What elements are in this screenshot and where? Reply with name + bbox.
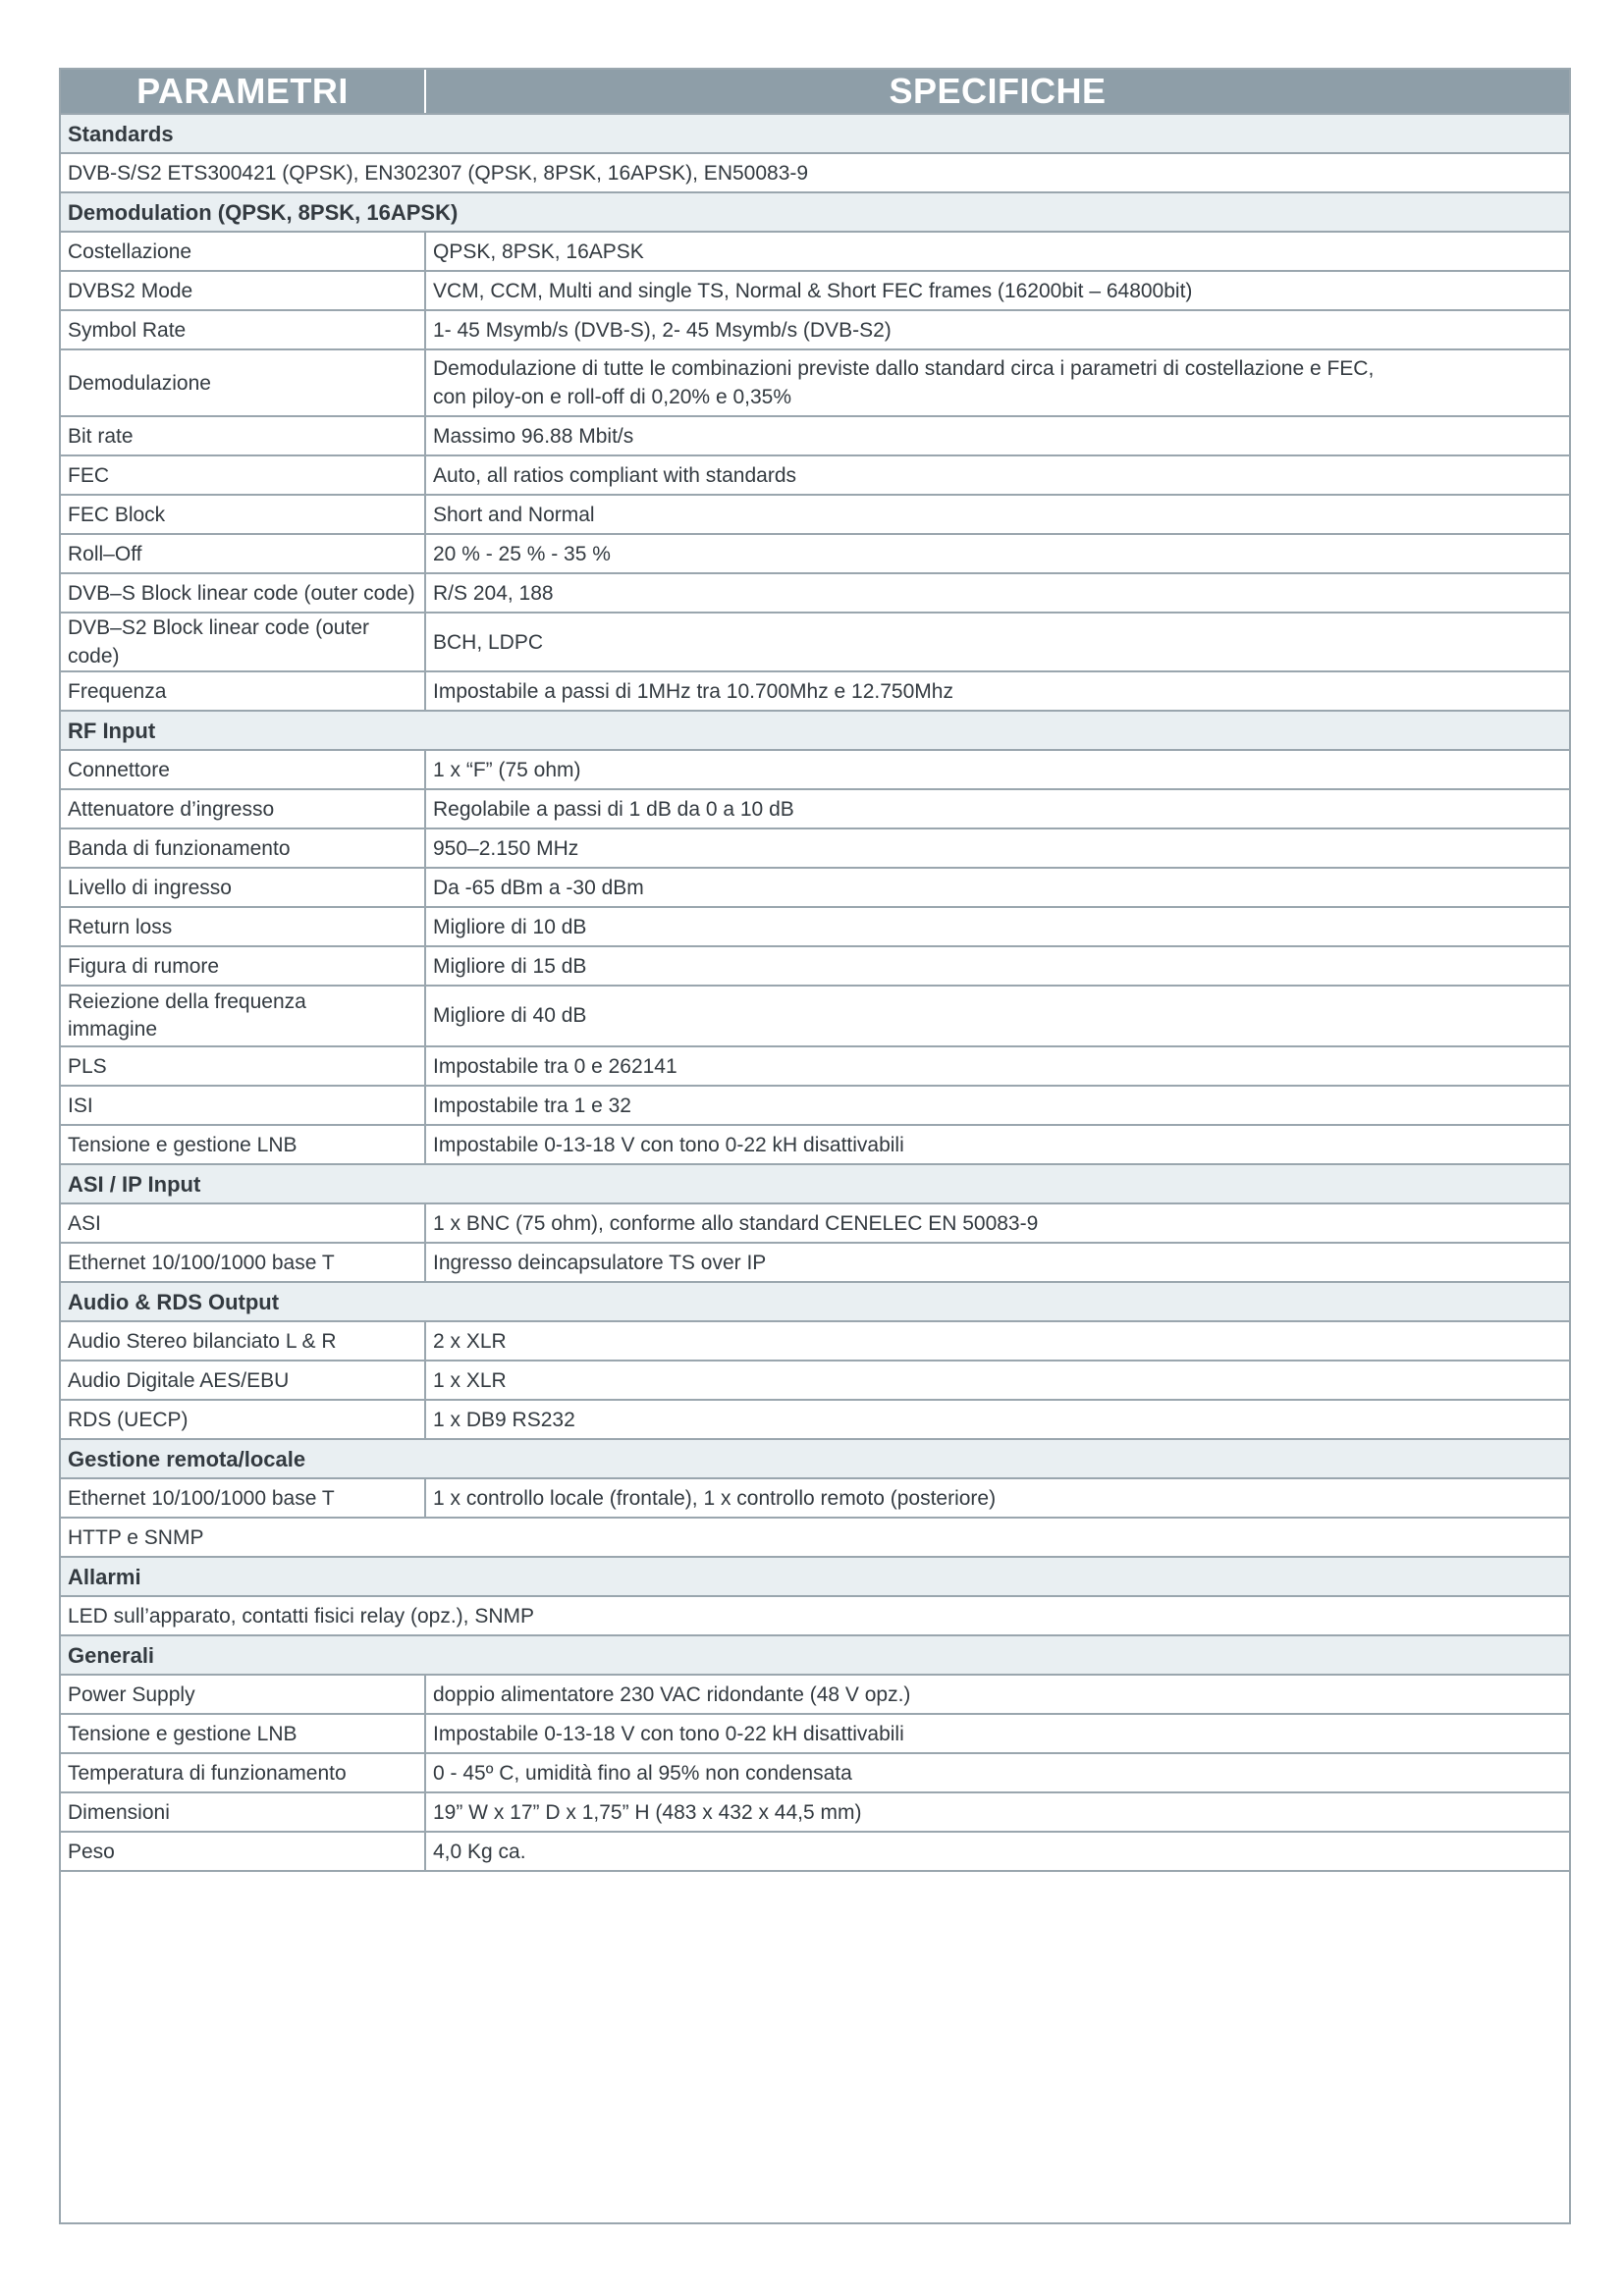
specification-cell: 1 x BNC (75 ohm), conforme allo standard CENELEC EN 50083-9 (425, 1203, 1569, 1243)
spec-row (61, 1243, 1569, 1282)
parameter-cell: RDS (UECP) (61, 1400, 425, 1439)
specification-cell: Massimo 96.88 Mbit/s (425, 416, 1569, 455)
specification-cell: 19” W x 17” D x 1,75” H (483 x 432 x 44,5 mm) (425, 1792, 1569, 1832)
header-specifiche: SPECIFICHE (425, 70, 1569, 114)
parameter-cell: PLS (61, 1046, 425, 1086)
specification-line: con piloy-on e roll-off di 0,20% e 0,35% (433, 386, 791, 408)
parameter-cell: Demodulazione (61, 349, 425, 416)
specification-cell: Impostabile 0-13-18 V con tono 0-22 kH disattivabili (425, 1714, 1569, 1753)
specification-cell: BCH, LDPC (425, 613, 1569, 671)
specification-cell: Short and Normal (425, 495, 1569, 534)
full-width-value: HTTP e SNMP (61, 1518, 1569, 1557)
specification-cell: 0 - 45º C, umidità fino al 95% non condensata (425, 1753, 1569, 1792)
parameter-cell: Attenuatore d’ingresso (61, 789, 425, 828)
parameter-cell: ASI (61, 1203, 425, 1243)
specification-cell: Migliore di 40 dB (425, 986, 1569, 1046)
spec-row (61, 1753, 1569, 1792)
section-row (61, 1282, 1569, 1321)
spec-row (61, 1714, 1569, 1753)
specification-cell: Impostabile tra 1 e 32 (425, 1086, 1569, 1125)
full-width-value: LED sull’apparato, contatti fisici relay (opz.), SNMP (61, 1596, 1569, 1635)
parameter-cell: Bit rate (61, 416, 425, 455)
spec-table-body (61, 70, 1569, 1871)
specification-line: Demodulazione di tutte le combinazioni previste dallo standard circa i parametri di costellazione e FEC, (433, 357, 1375, 380)
parameter-cell: Return loss (61, 907, 425, 946)
section-title: Allarmi (61, 1557, 1569, 1596)
section-row (61, 1439, 1569, 1478)
specification-cell: Da -65 dBm a -30 dBm (425, 868, 1569, 907)
header-parametri: PARAMETRI (61, 70, 425, 114)
parameter-cell: Frequenza (61, 671, 425, 711)
section-title: ASI / IP Input (61, 1164, 1569, 1203)
parameter-cell (61, 986, 425, 1046)
spec-row (61, 986, 1569, 1046)
specification-cell: 1 x DB9 RS232 (425, 1400, 1569, 1439)
spec-table (61, 70, 1569, 1872)
spec-row (61, 310, 1569, 349)
spec-row (61, 271, 1569, 310)
spec-row (61, 1361, 1569, 1400)
spec-row (61, 750, 1569, 789)
full-width-row (61, 153, 1569, 192)
section-title: RF Input (61, 711, 1569, 750)
specification-cell: 950–2.150 MHz (425, 828, 1569, 868)
full-width-value: DVB-S/S2 ETS300421 (QPSK), EN302307 (QPSK, 8PSK, 16APSK), EN50083-9 (61, 153, 1569, 192)
specification-cell: 20 % - 25 % - 35 % (425, 534, 1569, 573)
specification-cell: Migliore di 15 dB (425, 946, 1569, 986)
spec-row (61, 534, 1569, 573)
parameter-cell: Banda di funzionamento (61, 828, 425, 868)
spec-row (61, 1832, 1569, 1871)
spec-row (61, 1086, 1569, 1125)
section-row (61, 1164, 1569, 1203)
parameter-cell: Tensione e gestione LNB (61, 1714, 425, 1753)
spec-row (61, 868, 1569, 907)
spec-row (61, 946, 1569, 986)
section-title: Demodulation (QPSK, 8PSK, 16APSK) (61, 192, 1569, 232)
specification-cell: Ingresso deincapsulatore TS over IP (425, 1243, 1569, 1282)
parameter-cell: ISI (61, 1086, 425, 1125)
spec-row (61, 232, 1569, 271)
parameter-cell: DVBS2 Mode (61, 271, 425, 310)
parameter-cell: Dimensioni (61, 1792, 425, 1832)
spec-row (61, 349, 1569, 416)
spec-row (61, 907, 1569, 946)
parameter-cell: Connettore (61, 750, 425, 789)
parameter-cell: Roll–Off (61, 534, 425, 573)
spec-row (61, 789, 1569, 828)
specification-cell: 1 x XLR (425, 1361, 1569, 1400)
parameter-label-line: immagine (68, 1018, 158, 1041)
section-row (61, 1635, 1569, 1675)
specification-cell: QPSK, 8PSK, 16APSK (425, 232, 1569, 271)
spec-row (61, 1046, 1569, 1086)
parameter-cell: DVB–S2 Block linear code (outer code) (61, 613, 425, 671)
specification-cell: Impostabile a passi di 1MHz tra 10.700Mhz e 12.750Mhz (425, 671, 1569, 711)
specification-cell: Migliore di 10 dB (425, 907, 1569, 946)
parameter-cell: Ethernet 10/100/1000 base T (61, 1243, 425, 1282)
section-row (61, 192, 1569, 232)
spec-row (61, 671, 1569, 711)
specification-cell: 1 x controllo locale (frontale), 1 x controllo remoto (posteriore) (425, 1478, 1569, 1518)
spec-row (61, 1125, 1569, 1164)
parameter-label-line: Reiezione della frequenza (68, 990, 306, 1013)
parameter-cell: Ethernet 10/100/1000 base T (61, 1478, 425, 1518)
parameter-cell: Peso (61, 1832, 425, 1871)
parameter-cell: Audio Digitale AES/EBU (61, 1361, 425, 1400)
specification-cell: Regolabile a passi di 1 dB da 0 a 10 dB (425, 789, 1569, 828)
spec-row (61, 455, 1569, 495)
specification-cell: 2 x XLR (425, 1321, 1569, 1361)
parameter-cell: Costellazione (61, 232, 425, 271)
parameter-cell: Temperatura di funzionamento (61, 1753, 425, 1792)
full-width-row (61, 1518, 1569, 1557)
section-title: Audio & RDS Output (61, 1282, 1569, 1321)
section-title: Gestione remota/locale (61, 1439, 1569, 1478)
spec-row (61, 1792, 1569, 1832)
specification-cell (425, 349, 1569, 416)
spec-row (61, 1321, 1569, 1361)
spec-row (61, 1400, 1569, 1439)
spec-row (61, 828, 1569, 868)
specification-cell: Auto, all ratios compliant with standards (425, 455, 1569, 495)
specification-cell: 4,0 Kg ca. (425, 1832, 1569, 1871)
specification-cell: R/S 204, 188 (425, 573, 1569, 613)
parameter-cell: Livello di ingresso (61, 868, 425, 907)
spec-row (61, 1203, 1569, 1243)
parameter-cell: Tensione e gestione LNB (61, 1125, 425, 1164)
section-row (61, 1557, 1569, 1596)
spec-row (61, 1675, 1569, 1714)
section-row (61, 711, 1569, 750)
parameter-cell: Power Supply (61, 1675, 425, 1714)
parameter-cell: FEC Block (61, 495, 425, 534)
table-header-row (61, 70, 1569, 114)
parameter-cell: Figura di rumore (61, 946, 425, 986)
spec-row (61, 613, 1569, 671)
parameter-cell: FEC (61, 455, 425, 495)
specification-cell: Impostabile tra 0 e 262141 (425, 1046, 1569, 1086)
specification-cell: doppio alimentatore 230 VAC ridondante (48 V opz.) (425, 1675, 1569, 1714)
specification-cell: VCM, CCM, Multi and single TS, Normal & Short FEC frames (16200bit – 64800bit) (425, 271, 1569, 310)
section-title: Standards (61, 114, 1569, 153)
parameter-cell: Symbol Rate (61, 310, 425, 349)
specification-cell: 1- 45 Msymb/s (DVB-S), 2- 45 Msymb/s (DVB-S2) (425, 310, 1569, 349)
full-width-row (61, 1596, 1569, 1635)
spec-row (61, 1478, 1569, 1518)
spec-row (61, 573, 1569, 613)
section-title: Generali (61, 1635, 1569, 1675)
section-row (61, 114, 1569, 153)
specification-cell: Impostabile 0-13-18 V con tono 0-22 kH disattivabili (425, 1125, 1569, 1164)
parameter-cell: Audio Stereo bilanciato L & R (61, 1321, 425, 1361)
spec-row (61, 416, 1569, 455)
spec-sheet-frame (59, 68, 1571, 2224)
spec-row (61, 495, 1569, 534)
parameter-cell: DVB–S Block linear code (outer code) (61, 573, 425, 613)
specification-cell: 1 x “F” (75 ohm) (425, 750, 1569, 789)
